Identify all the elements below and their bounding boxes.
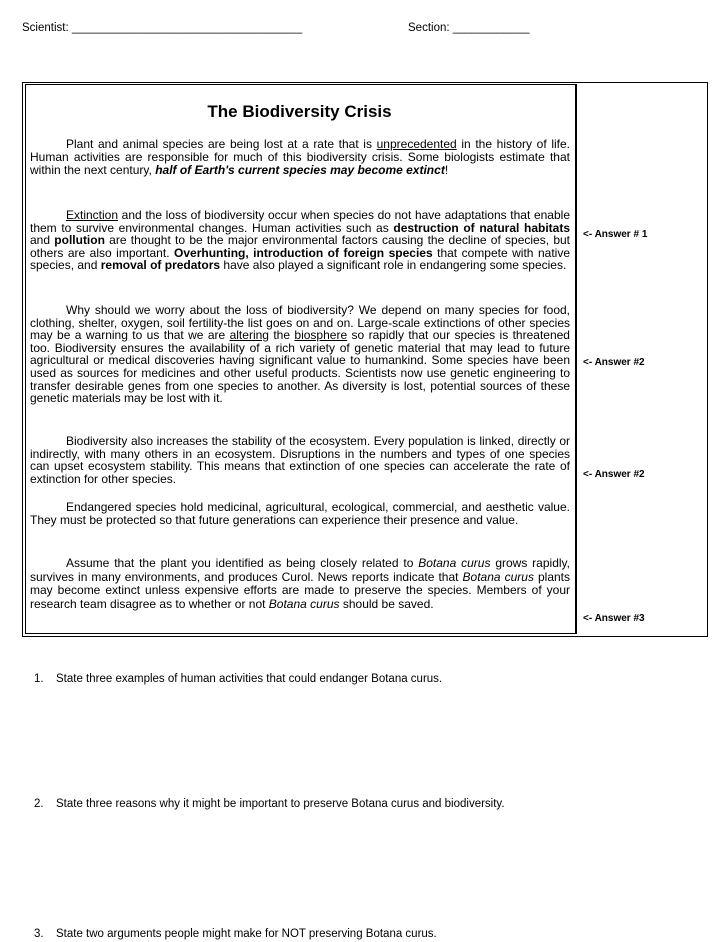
paragraph-4: Biodiversity also increases the stability of the ecosystem. Every population is linked, directly or indirectly, with many others in an ecosystem. Disruptions in the numbers and types of one species can upset ecosystem stability. This means that extinction of one species can accelerate the rate of extinction for other species. bbox=[30, 434, 570, 486]
paragraph-3: Why should we worry about the loss of biodiversity? We depend on many species for food, clothing, shelter, oxygen, soil fertility-the list goes on and on. Large-scale extinctions of other species may be a warning to us that we are altering the biosphere so rapidly that our species is threatened too. Biodiversity ensures the availability of a rich variety of genetic material that may lead to future agricultural or medical discoveries having significant value to humankind. Some species have been used as sources for medicines and other useful products. Scientists now use genetic engineering to transfer desirable genes from one species to another. As diversity is lost, potential sources of these genetic materials may be lost with it. bbox=[30, 303, 570, 406]
answer-marker-3: <- Answer #2 bbox=[583, 469, 645, 480]
question-3: 3. State two arguments people might make for NOT preserving Botana curus. bbox=[34, 928, 437, 940]
answer-marker-4: <- Answer #3 bbox=[583, 613, 645, 624]
question-1: 1. State three examples of human activities that could endanger Botana curus. bbox=[34, 673, 443, 685]
page-title: The Biodiversity Crisis bbox=[207, 102, 392, 121]
paragraph-5: Endangered species hold medicinal, agricultural, ecological, commercial, and aesthetic value. They must be protected so that future generations can experience their presence and value. bbox=[30, 500, 570, 527]
paragraph-1: Plant and animal species are being lost at a rate that is unprecedented in the history of life. Human activities are responsible for much of this biodiversity crisis. Some biologists estimate that within the next century, half of Earth's current species may become extinct! bbox=[30, 137, 570, 177]
question-2: 2. State three reasons why it might be important to preserve Botana curus and biodiversity. bbox=[34, 798, 505, 810]
scientist-field: Scientist: ____________________________________ bbox=[22, 22, 303, 34]
section-field: Section: ____________ bbox=[408, 22, 530, 34]
answer-marker-2: <- Answer #2 bbox=[583, 357, 645, 368]
paragraph-6: Assume that the plant you identified as being closely related to Botana curus grows rapidly, survives in many environments, and produces Curol. News reports indicate that Botana curus plants may become extinct unless expensive efforts are made to preserve the species. Members of your research team disagree as to whether or not Botana curus should be saved. bbox=[30, 556, 571, 611]
answer-marker-1: <- Answer # 1 bbox=[583, 229, 648, 240]
paragraph-2: Extinction and the loss of biodiversity occur when species do not have adaptations that enable them to survive environmental changes. Human activities such as destruction of natural habitats and pollution are thought to be the major environmental factors causing the decline of species, but others are also important. Overhunting, introduction of foreign species that compete with native species, and removal of predators have also played a significant role in endangering some species. bbox=[30, 208, 570, 273]
